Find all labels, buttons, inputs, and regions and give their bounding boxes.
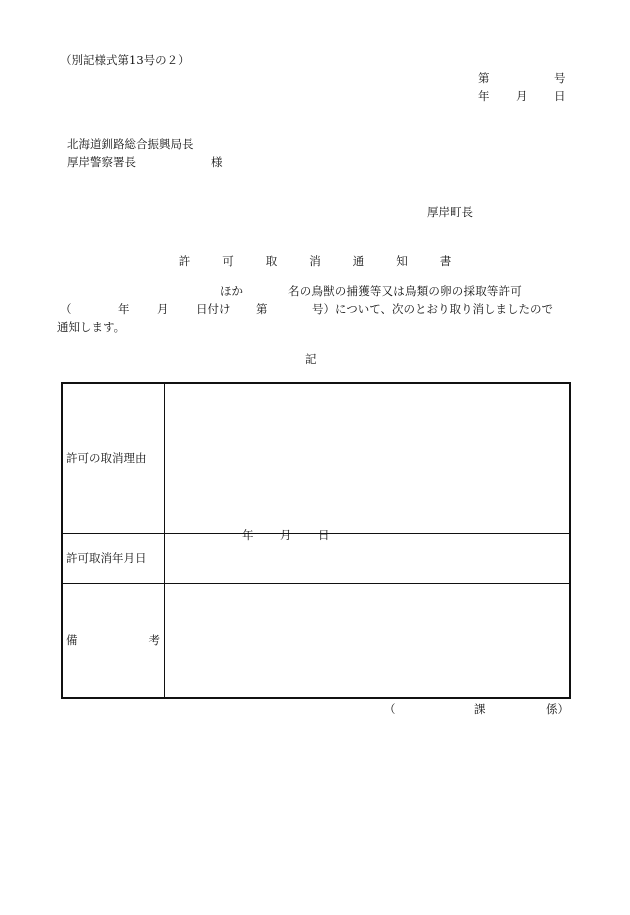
addressee-honorific: 様 xyxy=(211,155,223,169)
addressee-line-1: 北海道釧路総合振興局長 xyxy=(67,137,194,151)
form-label: （別記様式第13号の２） xyxy=(60,53,190,67)
title-char: 書 xyxy=(439,254,452,268)
date-day: 日 xyxy=(554,89,566,103)
title-char: 通 xyxy=(352,254,365,268)
ki-heading: 記 xyxy=(305,352,317,366)
cell-year: 年 xyxy=(242,527,254,542)
document-title xyxy=(0,254,630,268)
number-dai: 第 xyxy=(478,71,490,85)
date-label: 許可取消年月日 xyxy=(62,533,165,583)
cell-month: 月 xyxy=(280,527,292,542)
remarks-char: 考 xyxy=(148,633,160,648)
body-line-2 xyxy=(60,302,580,316)
footer-ka: 課 xyxy=(474,702,486,716)
title-char: 取 xyxy=(265,254,278,268)
body-line-2-rest: 号）について、次のとおり取り消しましたので xyxy=(312,302,554,316)
cell-day: 日 xyxy=(318,527,330,542)
body-line-1: 名の鳥獣の捕獲等又は鳥類の卵の採取等許可 xyxy=(288,284,522,298)
body-line-3: 通知します。 xyxy=(57,320,126,334)
date-month: 月 xyxy=(516,89,528,103)
addressee-line-2: 厚岸警察署長 xyxy=(67,155,136,169)
revocation-table xyxy=(61,382,571,699)
date-year: 年 xyxy=(478,89,490,103)
body-date-suffix: 日付け xyxy=(196,302,231,316)
remarks-char: 備 xyxy=(66,633,78,648)
body-paren-open: （ xyxy=(60,302,72,316)
title-char: 知 xyxy=(396,254,408,268)
reason-value-cell[interactable] xyxy=(165,383,571,533)
body-month: 月 xyxy=(157,302,169,316)
title-char: 消 xyxy=(309,254,321,268)
body-year: 年 xyxy=(118,302,130,316)
reason-label: 許可の取消理由 xyxy=(62,383,165,533)
footer-kakari: 係） xyxy=(546,702,569,716)
body-hoka: ほか xyxy=(220,284,243,298)
title-char: 可 xyxy=(222,254,234,268)
date-value-cell[interactable] xyxy=(165,527,571,583)
body-dai: 第 xyxy=(256,302,268,316)
remarks-value-cell[interactable] xyxy=(165,583,571,698)
number-go: 号 xyxy=(554,71,566,85)
footer-open: （ xyxy=(384,702,396,716)
remarks-label xyxy=(62,583,165,698)
title-char: 許 xyxy=(178,254,191,268)
issuer-name: 厚岸町長 xyxy=(427,205,473,219)
